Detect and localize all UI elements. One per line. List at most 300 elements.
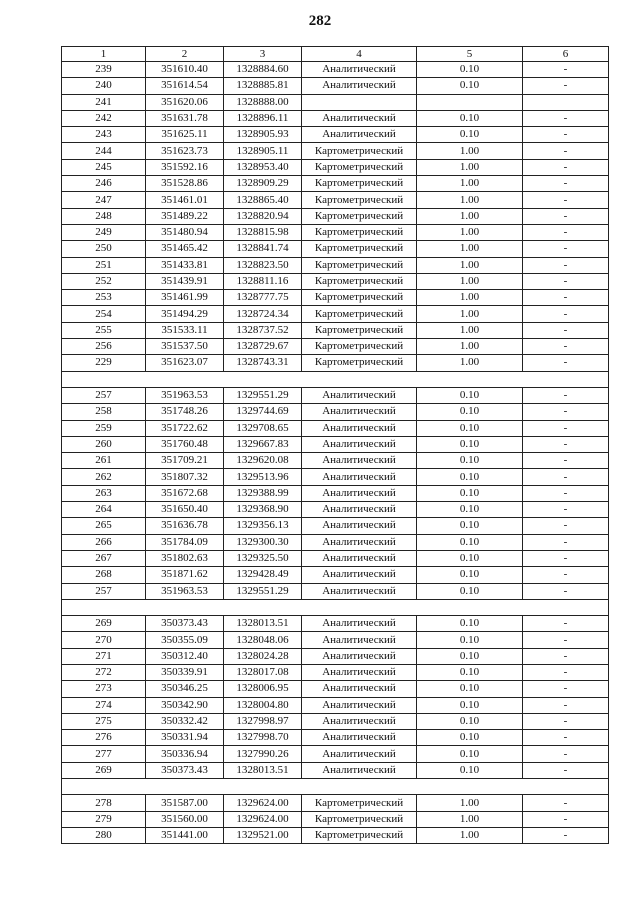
table-row (62, 143, 609, 159)
table-cell-col4: Аналитический (302, 387, 417, 403)
table-row (62, 681, 609, 697)
table-cell-col5: 1.00 (417, 827, 523, 843)
table-cell-col2: 351433.81 (146, 257, 224, 273)
table-cell-col4: Картометрический (302, 143, 417, 159)
table-cell-col2: 350339.91 (146, 664, 224, 680)
table-cell-col4: Аналитический (302, 436, 417, 452)
table-cell-col1: 280 (62, 827, 146, 843)
table-cell-col2: 351963.53 (146, 583, 224, 599)
table-cell-col2: 351494.29 (146, 306, 224, 322)
table-cell-col3: 1329325.50 (224, 550, 302, 566)
table-cell-col3: 1329388.99 (224, 485, 302, 501)
table-cell-col4: Аналитический (302, 567, 417, 583)
table-row (62, 697, 609, 713)
table-cell-col5: 1.00 (417, 208, 523, 224)
table-cell-col5: 0.10 (417, 110, 523, 126)
table-cell-col5: 1.00 (417, 159, 523, 175)
table-cell-col5: 1.00 (417, 322, 523, 338)
table-cell-col5: 0.10 (417, 746, 523, 762)
table-cell-col5: 0.10 (417, 567, 523, 583)
header-cell: 1 (62, 47, 146, 62)
table-cell-col1: 275 (62, 713, 146, 729)
table-cell-col6: - (523, 502, 609, 518)
table-cell-col6: - (523, 290, 609, 306)
table-cell-col1: 257 (62, 583, 146, 599)
table-separator-row (62, 779, 609, 795)
table-cell-col6: - (523, 713, 609, 729)
table-row (62, 355, 609, 371)
coordinates-table (61, 46, 609, 844)
table-cell-col2: 350373.43 (146, 616, 224, 632)
table-cell-col5: 0.10 (417, 632, 523, 648)
table-cell-col3: 1328013.51 (224, 616, 302, 632)
table-row (62, 436, 609, 452)
table-cell-col6: - (523, 795, 609, 811)
table-cell-col2: 351528.86 (146, 176, 224, 192)
table-row (62, 827, 609, 843)
table-cell-col3: 1328006.95 (224, 681, 302, 697)
table-cell-col4: Аналитический (302, 62, 417, 78)
table-cell-col2: 351784.09 (146, 534, 224, 550)
table-cell-col2: 350312.40 (146, 648, 224, 664)
table-cell-col6: - (523, 648, 609, 664)
table-cell-col3: 1328841.74 (224, 241, 302, 257)
table-cell-col6: - (523, 176, 609, 192)
table-cell-col6 (523, 779, 609, 795)
table-cell-col1: 267 (62, 550, 146, 566)
table-cell-col1: 264 (62, 502, 146, 518)
table-cell-col3: 1328896.11 (224, 110, 302, 126)
table-cell-col4: Аналитический (302, 583, 417, 599)
table-separator-row (62, 599, 609, 615)
table-cell-col6: - (523, 355, 609, 371)
table-cell-col2: 351623.07 (146, 355, 224, 371)
table-cell-col6: - (523, 583, 609, 599)
table-cell-col5: 1.00 (417, 241, 523, 257)
table-cell-col6: - (523, 241, 609, 257)
table-cell-col2: 351748.26 (146, 404, 224, 420)
page-number: 282 (308, 13, 332, 29)
table-cell-col3: 1328823.50 (224, 257, 302, 273)
table-cell-col1: 254 (62, 306, 146, 322)
table-cell-col3: 1329368.90 (224, 502, 302, 518)
table-cell-col1: 249 (62, 224, 146, 240)
table-cell-col5: 0.10 (417, 78, 523, 94)
table-cell-col4: Картометрический (302, 355, 417, 371)
table-cell-col3: 1329624.00 (224, 795, 302, 811)
table-cell-col6: - (523, 827, 609, 843)
table-cell-col4: Аналитический (302, 713, 417, 729)
table-cell-col3: 1328048.06 (224, 632, 302, 648)
table-cell-col3: 1329356.13 (224, 518, 302, 534)
table-cell-col2: 351620.06 (146, 94, 224, 110)
table-cell-col4: Картометрический (302, 208, 417, 224)
table-cell-col5: 0.10 (417, 404, 523, 420)
table-cell-col2: 351760.48 (146, 436, 224, 452)
table-cell-col4: Картометрический (302, 827, 417, 843)
table-row (62, 404, 609, 420)
table-cell-col6: - (523, 550, 609, 566)
table-row (62, 664, 609, 680)
table-cell-col4: Аналитический (302, 697, 417, 713)
table-cell-col1: 257 (62, 387, 146, 403)
table-cell-col4 (302, 371, 417, 387)
table-cell-col4: Картометрический (302, 322, 417, 338)
table-cell-col2: 351560.00 (146, 811, 224, 827)
table-cell-col5: 0.10 (417, 616, 523, 632)
table-cell-col3 (224, 779, 302, 795)
table-cell-col6: - (523, 567, 609, 583)
table-cell-col5 (417, 779, 523, 795)
table-cell-col6: - (523, 78, 609, 94)
table-row (62, 746, 609, 762)
table-cell-col3: 1328004.80 (224, 697, 302, 713)
table-cell-col2: 350373.43 (146, 762, 224, 778)
table-cell-col1: 278 (62, 795, 146, 811)
table-cell-col6: - (523, 322, 609, 338)
table-cell-col1 (62, 779, 146, 795)
table-cell-col1: 244 (62, 143, 146, 159)
table-cell-col1: 271 (62, 648, 146, 664)
table-cell-col4: Аналитический (302, 469, 417, 485)
table-cell-col5: 0.10 (417, 62, 523, 78)
table-cell-col5: 0.10 (417, 697, 523, 713)
table-row (62, 469, 609, 485)
table-cell-col6: - (523, 208, 609, 224)
table-cell-col4: Аналитический (302, 730, 417, 746)
table-cell-col5: 1.00 (417, 143, 523, 159)
table-cell-col3 (224, 371, 302, 387)
table-cell-col6: - (523, 746, 609, 762)
table-cell-col2: 350331.94 (146, 730, 224, 746)
table-cell-col2: 351439.91 (146, 273, 224, 289)
table-row (62, 387, 609, 403)
table-cell-col4: Аналитический (302, 616, 417, 632)
header-cell: 4 (302, 47, 417, 62)
table-cell-col2: 351587.00 (146, 795, 224, 811)
table-cell-col2: 351802.63 (146, 550, 224, 566)
table-cell-col6: - (523, 616, 609, 632)
table-row (62, 713, 609, 729)
table-cell-col1: 266 (62, 534, 146, 550)
header-cell: 5 (417, 47, 523, 62)
table-cell-col6: - (523, 192, 609, 208)
table-cell-col4: Аналитический (302, 127, 417, 143)
table-row (62, 632, 609, 648)
table-row (62, 453, 609, 469)
table-row (62, 811, 609, 827)
table-cell-col3: 1329513.96 (224, 469, 302, 485)
table-cell-col3: 1327998.97 (224, 713, 302, 729)
table-cell-col2: 351465.42 (146, 241, 224, 257)
table-cell-col5: 0.10 (417, 762, 523, 778)
table-cell-col3: 1329624.00 (224, 811, 302, 827)
table-row (62, 290, 609, 306)
table-cell-col6: - (523, 453, 609, 469)
table-cell-col4: Аналитический (302, 664, 417, 680)
table-cell-col1: 273 (62, 681, 146, 697)
table-cell-col4: Аналитический (302, 404, 417, 420)
table-cell-col3: 1328905.11 (224, 143, 302, 159)
table-cell-col4: Картометрический (302, 290, 417, 306)
table-cell-col1: 255 (62, 322, 146, 338)
table-cell-col4: Аналитический (302, 502, 417, 518)
table-cell-col6: - (523, 159, 609, 175)
table-cell-col5: 0.10 (417, 648, 523, 664)
table-cell-col5: 0.10 (417, 713, 523, 729)
table-cell-col6 (523, 599, 609, 615)
table-cell-col4: Аналитический (302, 762, 417, 778)
table-cell-col5: 0.10 (417, 534, 523, 550)
table-cell-col5: 1.00 (417, 273, 523, 289)
table-cell-col4: Аналитический (302, 518, 417, 534)
table-cell-col1: 270 (62, 632, 146, 648)
header-cell: 3 (224, 47, 302, 62)
table-row (62, 62, 609, 78)
table-cell-col5: 0.10 (417, 583, 523, 599)
table-row (62, 192, 609, 208)
table-cell-col3: 1328815.98 (224, 224, 302, 240)
table-cell-col2: 351631.78 (146, 110, 224, 126)
table-cell-col3: 1329551.29 (224, 387, 302, 403)
table-row (62, 273, 609, 289)
table-cell-col5: 0.10 (417, 485, 523, 501)
table-cell-col6: - (523, 730, 609, 746)
table-cell-col5: 1.00 (417, 257, 523, 273)
table-cell-col1: 269 (62, 762, 146, 778)
table-cell-col6: - (523, 127, 609, 143)
table-cell-col1: 245 (62, 159, 146, 175)
table-cell-col3: 1328724.34 (224, 306, 302, 322)
table-cell-col1: 242 (62, 110, 146, 126)
table-row (62, 616, 609, 632)
table-cell-col2: 351441.00 (146, 827, 224, 843)
table-cell-col4 (302, 779, 417, 795)
table-cell-col2: 351722.62 (146, 420, 224, 436)
table-cell-col4: Картометрический (302, 192, 417, 208)
table-cell-col4: Картометрический (302, 273, 417, 289)
table-cell-col2: 351480.94 (146, 224, 224, 240)
table-cell-col2: 350342.90 (146, 697, 224, 713)
table-cell-col2 (146, 779, 224, 795)
table-cell-col2: 351461.01 (146, 192, 224, 208)
table-cell-col1: 269 (62, 616, 146, 632)
table-row (62, 208, 609, 224)
table-cell-col4: Аналитический (302, 550, 417, 566)
table-cell-col5: 0.10 (417, 518, 523, 534)
table-cell-col6 (523, 371, 609, 387)
table-cell-col6: - (523, 224, 609, 240)
table-cell-col5: 0.10 (417, 420, 523, 436)
table-cell-col5: 1.00 (417, 795, 523, 811)
table-cell-col3: 1328885.81 (224, 78, 302, 94)
table-cell-col4: Аналитический (302, 681, 417, 697)
table-cell-col4: Картометрический (302, 159, 417, 175)
table-cell-col3: 1328777.75 (224, 290, 302, 306)
table-cell-col1: 253 (62, 290, 146, 306)
table-cell-col2: 351610.40 (146, 62, 224, 78)
table-cell-col5: 0.10 (417, 127, 523, 143)
table-cell-col2: 351650.40 (146, 502, 224, 518)
table-cell-col3: 1328888.00 (224, 94, 302, 110)
table-cell-col4: Аналитический (302, 485, 417, 501)
table-cell-col6: - (523, 469, 609, 485)
table-cell-col1: 246 (62, 176, 146, 192)
table-cell-col5: 0.10 (417, 453, 523, 469)
table-cell-col6: - (523, 485, 609, 501)
table-cell-col4: Аналитический (302, 78, 417, 94)
table-cell-col2: 351461.99 (146, 290, 224, 306)
table-cell-col2: 351963.53 (146, 387, 224, 403)
table-cell-col1: 262 (62, 469, 146, 485)
table-cell-col2: 351709.21 (146, 453, 224, 469)
table-cell-col1: 251 (62, 257, 146, 273)
table-cell-col5: 0.10 (417, 664, 523, 680)
table-cell-col6: - (523, 632, 609, 648)
table-cell-col4: Аналитический (302, 534, 417, 550)
table-cell-col3: 1328729.67 (224, 339, 302, 355)
table-cell-col3: 1329744.69 (224, 404, 302, 420)
table-cell-col6: - (523, 681, 609, 697)
table-cell-col1: 274 (62, 697, 146, 713)
table-cell-col4 (302, 599, 417, 615)
table-cell-col3: 1327990.26 (224, 746, 302, 762)
table-row (62, 78, 609, 94)
table-row (62, 241, 609, 257)
table-cell-col2 (146, 599, 224, 615)
table-cell-col5: 1.00 (417, 224, 523, 240)
table-cell-col4: Картометрический (302, 339, 417, 355)
table-cell-col6: - (523, 257, 609, 273)
table-cell-col3: 1328909.29 (224, 176, 302, 192)
table-cell-col3: 1328013.51 (224, 762, 302, 778)
table-cell-col5: 0.10 (417, 550, 523, 566)
table-cell-col1: 247 (62, 192, 146, 208)
table-cell-col5: 0.10 (417, 502, 523, 518)
table-cell-col1: 250 (62, 241, 146, 257)
table-cell-col6: - (523, 143, 609, 159)
table-cell-col6: - (523, 697, 609, 713)
table-row (62, 339, 609, 355)
table-row (62, 257, 609, 273)
table-cell-col1: 259 (62, 420, 146, 436)
table-cell-col4: Аналитический (302, 453, 417, 469)
table-cell-col1: 239 (62, 62, 146, 78)
table-cell-col2: 350336.94 (146, 746, 224, 762)
table-row (62, 583, 609, 599)
table-cell-col1: 263 (62, 485, 146, 501)
table-cell-col2: 351623.73 (146, 143, 224, 159)
table-row (62, 567, 609, 583)
table-row (62, 224, 609, 240)
table-cell-col3: 1328737.52 (224, 322, 302, 338)
table-cell-col3: 1329428.49 (224, 567, 302, 583)
table-cell-col6: - (523, 664, 609, 680)
table-cell-col2: 351592.16 (146, 159, 224, 175)
table-cell-col3: 1328905.93 (224, 127, 302, 143)
table-cell-col4: Аналитический (302, 746, 417, 762)
table-cell-col3: 1328017.08 (224, 664, 302, 680)
table-cell-col3: 1327998.70 (224, 730, 302, 746)
table-separator-row (62, 371, 609, 387)
table-cell-col4: Картометрический (302, 811, 417, 827)
table-cell-col1: 277 (62, 746, 146, 762)
table-cell-col5: 1.00 (417, 176, 523, 192)
table-cell-col6 (523, 94, 609, 110)
table-cell-col5: 0.10 (417, 681, 523, 697)
table-cell-col1: 248 (62, 208, 146, 224)
table-row (62, 110, 609, 126)
table-row (62, 534, 609, 550)
table-cell-col3: 1328820.94 (224, 208, 302, 224)
table-cell-col3: 1329551.29 (224, 583, 302, 599)
table-cell-col4: Аналитический (302, 420, 417, 436)
table-cell-col3: 1328953.40 (224, 159, 302, 175)
table-cell-col3: 1329667.83 (224, 436, 302, 452)
table-cell-col1: 241 (62, 94, 146, 110)
table-cell-col1: 260 (62, 436, 146, 452)
table-cell-col2 (146, 371, 224, 387)
table-cell-col2: 351614.54 (146, 78, 224, 94)
table-body (62, 47, 609, 844)
table-cell-col4: Картометрический (302, 224, 417, 240)
table-cell-col1 (62, 599, 146, 615)
table-cell-col6: - (523, 518, 609, 534)
table-cell-col3: 1329620.08 (224, 453, 302, 469)
table-cell-col1: 256 (62, 339, 146, 355)
table-cell-col6: - (523, 811, 609, 827)
table-cell-col3: 1328743.31 (224, 355, 302, 371)
table-cell-col6: - (523, 420, 609, 436)
table-cell-col3: 1329708.65 (224, 420, 302, 436)
table-cell-col2: 350346.25 (146, 681, 224, 697)
table-cell-col6: - (523, 339, 609, 355)
table-cell-col2: 350332.42 (146, 713, 224, 729)
table-row (62, 176, 609, 192)
table-cell-col1 (62, 371, 146, 387)
table-cell-col5 (417, 371, 523, 387)
table-row (62, 485, 609, 501)
table-cell-col4: Картометрический (302, 795, 417, 811)
table-cell-col5: 0.10 (417, 436, 523, 452)
table-row (62, 420, 609, 436)
table-cell-col5: 1.00 (417, 290, 523, 306)
table-cell-col5: 1.00 (417, 306, 523, 322)
table-cell-col1: 240 (62, 78, 146, 94)
table-header-row (62, 47, 609, 62)
table-cell-col4: Аналитический (302, 632, 417, 648)
table-cell-col3: 1329521.00 (224, 827, 302, 843)
table-row (62, 322, 609, 338)
table-cell-col5 (417, 599, 523, 615)
table-row (62, 648, 609, 664)
table-cell-col1: 243 (62, 127, 146, 143)
header-cell: 2 (146, 47, 224, 62)
table-row (62, 550, 609, 566)
table-cell-col2: 351537.50 (146, 339, 224, 355)
table-cell-col2: 351672.68 (146, 485, 224, 501)
table-row (62, 730, 609, 746)
table-cell-col1: 252 (62, 273, 146, 289)
table-cell-col5: 1.00 (417, 811, 523, 827)
table-cell-col2: 351636.78 (146, 518, 224, 534)
table-cell-col5: 0.10 (417, 730, 523, 746)
table-cell-col4: Аналитический (302, 110, 417, 126)
table-cell-col2: 351807.32 (146, 469, 224, 485)
table-cell-col2: 351533.11 (146, 322, 224, 338)
table-cell-col6: - (523, 306, 609, 322)
table-cell-col3 (224, 599, 302, 615)
